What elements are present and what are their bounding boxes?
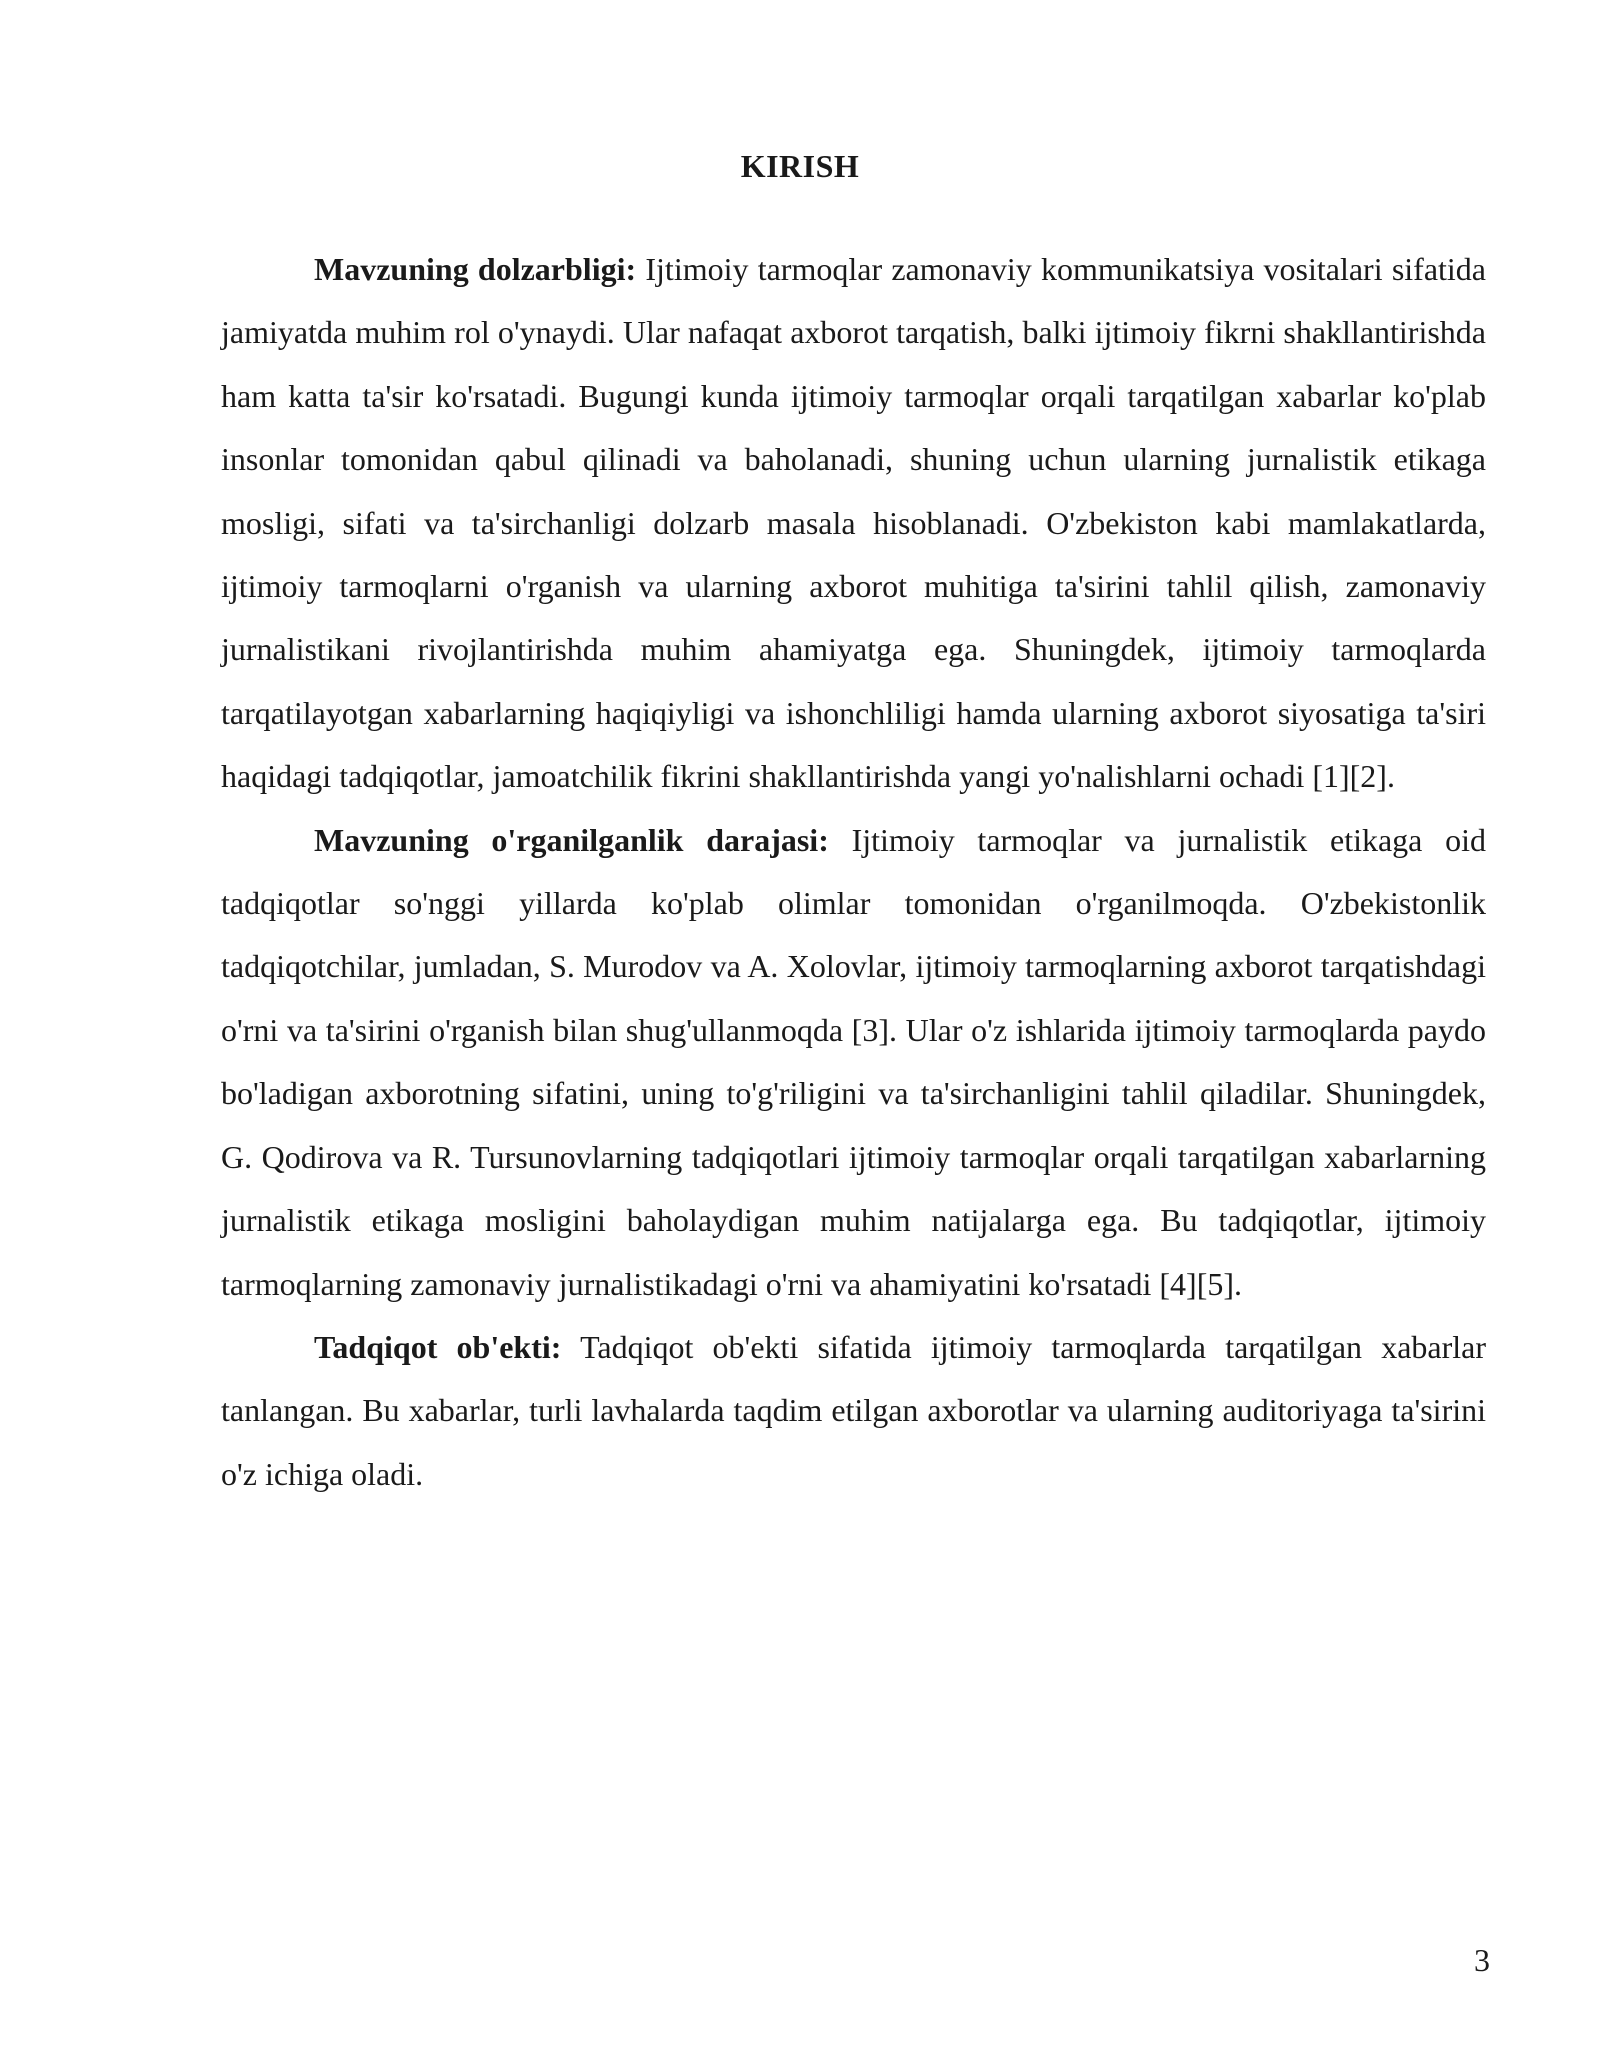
body-text	[221, 238, 1486, 1506]
paragraph-lead: Mavzuning dolzarbligi:	[314, 251, 637, 287]
page-number: 3	[1474, 1942, 1490, 1978]
paragraph-text: Tadqiqot ob'ekti sifatida ijtimoiy tarmoqlarda tarqatilgan xabarlar tanlangan. Bu xabarlar, turli lavhalarda taqdim etilgan axborotlar va ularning auditoriyaga ta'sirini o'z ichiga oladi.	[221, 1328, 1487, 1492]
paragraph-lead: Mavzuning o'rganilganlik darajasi:	[314, 821, 829, 858]
paragraph-relevance	[221, 238, 1486, 809]
section-title: KIRISH	[740, 148, 860, 184]
paragraph-lead: Tadqiqot ob'ekti:	[314, 1328, 562, 1365]
paragraph-research-object	[221, 1316, 1486, 1506]
paragraph-study-degree	[221, 809, 1486, 1316]
paragraph-text: Ijtimoiy tarmoqlar zamonaviy kommunikatsiya vositalari sifatida jamiyatda muhim rol o'ynaydi. Ular nafaqat axborot tarqatish, balki ijtimoiy fikrni shakllantirishda ham katta ta'sir ko'rsatadi. Bugungi kunda ijtimoiy tarmoqlar orqali tarqatilgan xabarlar ko'plab insonlar tomonidan qabul qilinadi va baholanadi, shuning uchun ularning jurnalistik etikaga mosligi, sifati va ta'sirchanligi dolzarb masala hisoblanadi. O'zbekiston kabi mamlakatlarda, ijtimoiy tarmoqlarni o'rganish va ularning axborot muhitiga ta'sirini tahlil qilish, zamonaviy jurnalistikani rivojlantirishda muhim ahamiyatga ega. Shuningdek, ijtimoiy tarmoqlarda tarqatilayotgan xabarlarning haqiqiyligi va ishonchliligi hamda ularning axborot siyosatiga ta'siri haqidagi tadqiqotlar, jamoatchilik fikrini shakllantirishda yangi yo'nalishlarni ochadi [1][2].	[221, 251, 1487, 795]
paragraph-text: Ijtimoiy tarmoqlar va jurnalistik etikaga oid tadqiqotlar so'nggi yillarda ko'plab olimlar tomonidan o'rganilmoqda. O'zbekistonlik tadqiqotchilar, jumladan, S. Murodov va A. Xolovlar, ijtimoiy tarmoqlarning axborot tarqatishdagi o'rni va ta'sirini o'rganish bilan shug'ullanmoqda [3]. Ular o'z ishlarida ijtimoiy tarmoqlarda paydo bo'ladigan axborotning sifatini, uning to'g'riligini va ta'sirchanligini tahlil qiladilar. Shuningdek, G. Qodirova va R. Tursunovlarning tadqiqotlari ijtimoiy tarmoqlar orqali tarqatilgan xabarlarning jurnalistik etikaga mosligini baholaydigan muhim natijalarga ega. Bu tadqiqotlar, ijtimoiy tarmoqlarning zamonaviy jurnalistikadagi o'rni va ahamiyatini ko'rsatadi [4][5].	[221, 821, 1487, 1302]
